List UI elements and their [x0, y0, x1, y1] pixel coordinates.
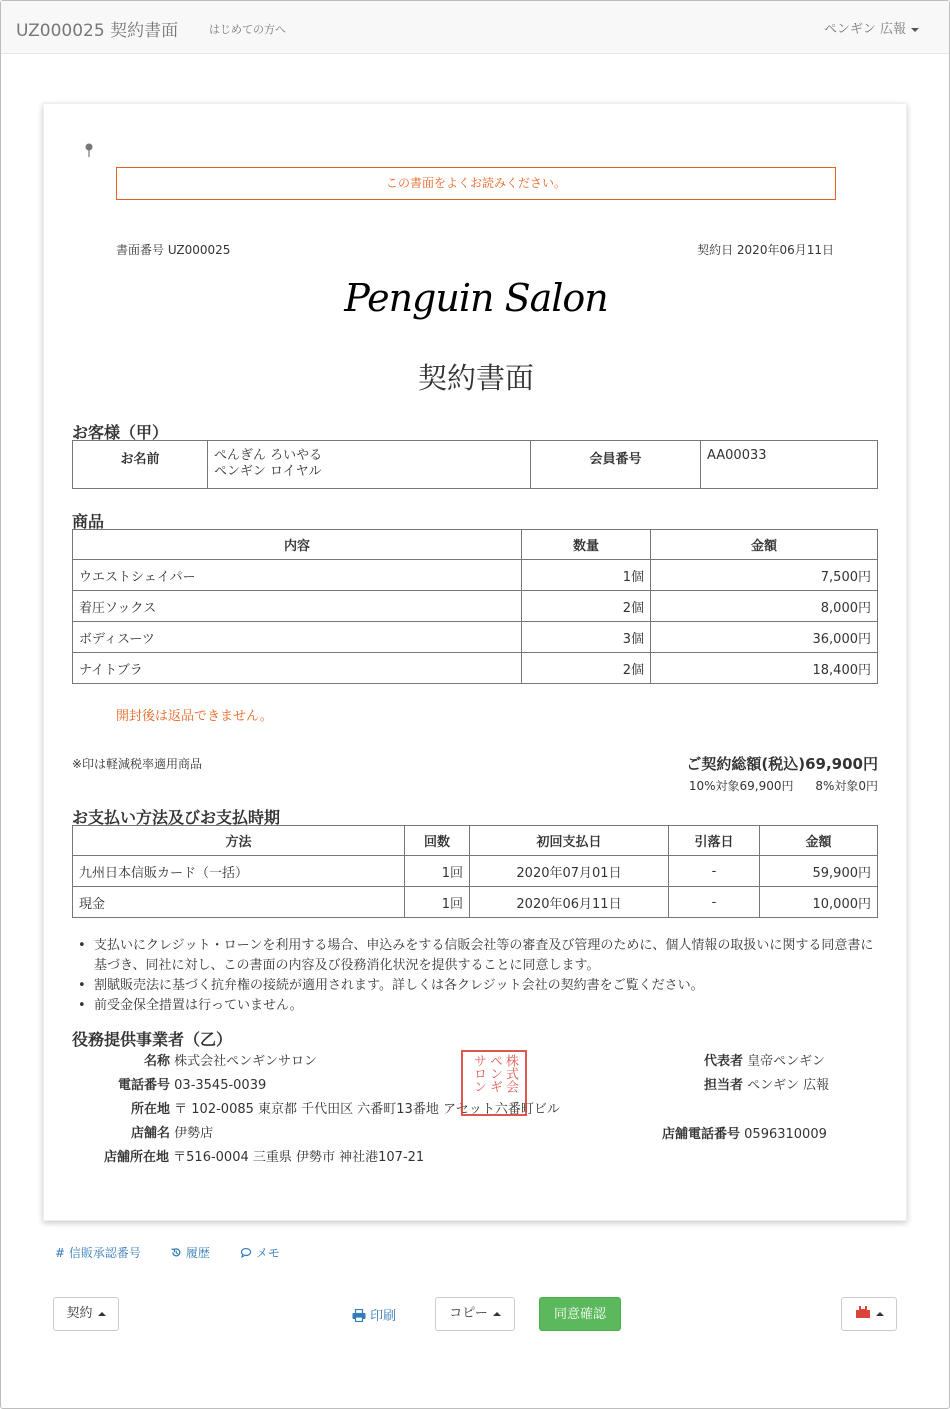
payment-method: 現金	[73, 887, 405, 918]
history-label: 履歴	[185, 1246, 210, 1260]
member-no: AA00033	[701, 441, 878, 489]
product-item: ナイトブラ	[73, 653, 522, 684]
col-header: 回数	[405, 826, 470, 856]
staff: ペンギン 広報	[747, 1078, 830, 1093]
tax-subtotals	[689, 777, 878, 794]
list-item: • 前受金保全措置は行っていません。	[72, 996, 882, 1016]
product-amount: 8,000円	[651, 591, 878, 622]
help-link[interactable]: はじめての方へ	[209, 23, 286, 36]
product-item: ウエストシェイパー	[73, 560, 522, 591]
table-header-row	[73, 826, 878, 856]
hash-icon: #	[55, 1246, 66, 1260]
memo-link[interactable]	[240, 1244, 280, 1261]
provider-heading: 役務提供事業者（乙）	[72, 1030, 233, 1049]
navbar	[1, 1, 949, 54]
customer-name: ペンギン ロイヤル	[214, 464, 322, 479]
staff-row	[704, 1074, 829, 1093]
page-title: 契約書面	[417, 361, 534, 395]
payment-debit-date: -	[669, 887, 760, 918]
col-header: 初回支払日	[470, 826, 669, 856]
caret-up-icon	[493, 1312, 501, 1316]
subtotal-8: 8%対象0円	[815, 779, 878, 793]
seal-text: 株式会	[503, 1054, 518, 1093]
store-name: 伊勢店	[174, 1126, 214, 1141]
read-notice: この書面をよくお読みください。	[116, 167, 836, 200]
contract-date: 契約日 2020年06月11日	[697, 243, 834, 257]
product-qty: 2個	[522, 591, 651, 622]
contract-button-label: 契約	[66, 1306, 93, 1321]
customer-name-label: お名前	[73, 441, 208, 489]
store-phone-row	[662, 1123, 827, 1142]
provider-name-row	[144, 1050, 317, 1069]
payment-count: 1回	[405, 887, 470, 918]
app-title[interactable]: UZ000025 契約書面	[16, 21, 179, 41]
payment-first-date: 2020年07月01日	[470, 856, 669, 887]
col-header: 引落日	[669, 826, 760, 856]
seal-menu-button[interactable]	[841, 1297, 897, 1331]
payment-amount: 10,000円	[760, 887, 878, 918]
store-phone: 0596310009	[744, 1127, 827, 1142]
seal-text: ペンギ	[487, 1054, 502, 1093]
product-amount: 7,500円	[651, 560, 878, 591]
representative-row	[704, 1050, 825, 1069]
product-amount: 18,400円	[651, 653, 878, 684]
tax-note: ※印は軽減税率適用商品	[72, 757, 203, 771]
payment-debit-date: -	[669, 856, 760, 887]
provider-address-label: 所在地	[131, 1102, 171, 1117]
store-name-row	[131, 1122, 213, 1141]
table-header-row	[73, 530, 878, 560]
col-header: 数量	[522, 530, 651, 560]
customer-heading: お客様（甲）	[72, 423, 169, 442]
col-header: 金額	[651, 530, 878, 560]
memo-label: メモ	[255, 1246, 280, 1260]
print-button[interactable]	[352, 1305, 396, 1324]
table-row	[73, 591, 878, 622]
provider-name: 株式会社ペンギンサロン	[174, 1054, 318, 1069]
provider-phone: 03-3545-0039	[174, 1078, 267, 1093]
contract-document	[43, 103, 907, 1221]
representative-label: 代表者	[704, 1054, 744, 1069]
product-qty: 2個	[522, 653, 651, 684]
table-row	[73, 887, 878, 918]
products-table	[72, 529, 878, 684]
consent-confirm-button[interactable]: 同意確認	[539, 1297, 621, 1331]
table-row	[73, 856, 878, 887]
payment-table	[72, 825, 878, 918]
payment-amount: 59,900円	[760, 856, 878, 887]
table-row	[73, 441, 878, 489]
product-item: 着圧ソックス	[73, 591, 522, 622]
customer-name-kana: ぺんぎん ろいやる	[214, 448, 323, 463]
table-row	[73, 622, 878, 653]
subtotal-10: 10%対象69,900円	[688, 779, 794, 793]
store-address-label: 店舗所在地	[104, 1150, 170, 1165]
store-phone-label: 店舗電話番号	[662, 1127, 741, 1142]
company-seal	[461, 1050, 527, 1116]
approval-number-link[interactable]	[55, 1244, 141, 1261]
list-item: • 支払いにクレジット・ローンを利用する場合、申込みをする信販会社等の審査及び管理のために、個人情報の取扱いに関する同意書に基づき、同社に対し、この書面の内容及び役務消化状況を提供することに同意します。	[72, 936, 882, 976]
customer-table	[72, 440, 878, 489]
provider-name-label: 名称	[144, 1054, 171, 1069]
customer-name-cell	[208, 441, 531, 489]
print-label: 印刷	[370, 1309, 397, 1324]
products-heading: 商品	[72, 512, 105, 531]
provider-phone-row	[118, 1074, 266, 1093]
history-link[interactable]	[170, 1244, 210, 1261]
caret-up-icon	[98, 1312, 106, 1316]
product-qty: 1個	[522, 560, 651, 591]
approval-number-label: 信販承認番号	[68, 1246, 141, 1260]
notes-list	[72, 936, 882, 1016]
table-row	[73, 653, 878, 684]
user-menu[interactable]	[824, 18, 919, 37]
user-name: ペンギン 広報	[823, 22, 906, 37]
document-number: 書面番号 UZ000025	[116, 243, 231, 257]
seal-icon	[855, 1305, 871, 1319]
caret-down-icon	[911, 28, 919, 32]
payment-first-date: 2020年06月11日	[470, 887, 669, 918]
printer-icon	[352, 1309, 366, 1322]
payment-method: 九州日本信販カード（一括）	[73, 856, 405, 887]
caret-up-icon	[876, 1312, 884, 1316]
brand-logo: Penguin Salon	[344, 276, 608, 320]
col-header: 方法	[73, 826, 405, 856]
list-item: • 割賦販売法に基づく抗弁権の接続が適用されます。詳しくは各クレジット会社の契約書をご覧ください。	[72, 976, 882, 996]
store-name-label: 店舗名	[131, 1126, 171, 1141]
member-no-label: 会員番号	[531, 441, 701, 489]
table-row	[73, 560, 878, 591]
contract-total: ご契約総額(税込)69,900円	[686, 755, 878, 773]
copy-button-label: コピー	[449, 1306, 488, 1321]
col-header: 金額	[760, 826, 878, 856]
col-header: 内容	[73, 530, 522, 560]
representative: 皇帝ペンギン	[747, 1054, 826, 1069]
store-address-row	[104, 1146, 424, 1165]
payment-heading: お支払い方法及びお支払時期	[72, 808, 281, 827]
pin-icon	[84, 142, 94, 158]
staff-label: 担当者	[704, 1078, 744, 1093]
provider-phone-label: 電話番号	[118, 1078, 171, 1093]
payment-count: 1回	[405, 856, 470, 887]
seal-text: サロン	[471, 1054, 486, 1093]
contract-menu-button[interactable]	[53, 1297, 119, 1331]
product-amount: 36,000円	[651, 622, 878, 653]
provider-address: 〒 102-0085 東京都 千代田区 六番町13番地 アセット六番町ビル	[174, 1102, 560, 1117]
product-item: ボディスーツ	[73, 622, 522, 653]
product-qty: 3個	[522, 622, 651, 653]
copy-menu-button[interactable]	[435, 1297, 515, 1331]
comment-icon	[240, 1247, 252, 1258]
no-return-warning: 開封後は返品できません。	[116, 709, 273, 724]
store-address: 〒516-0004 三重県 伊勢市 神社港107-21	[173, 1150, 425, 1165]
history-icon	[170, 1247, 182, 1258]
